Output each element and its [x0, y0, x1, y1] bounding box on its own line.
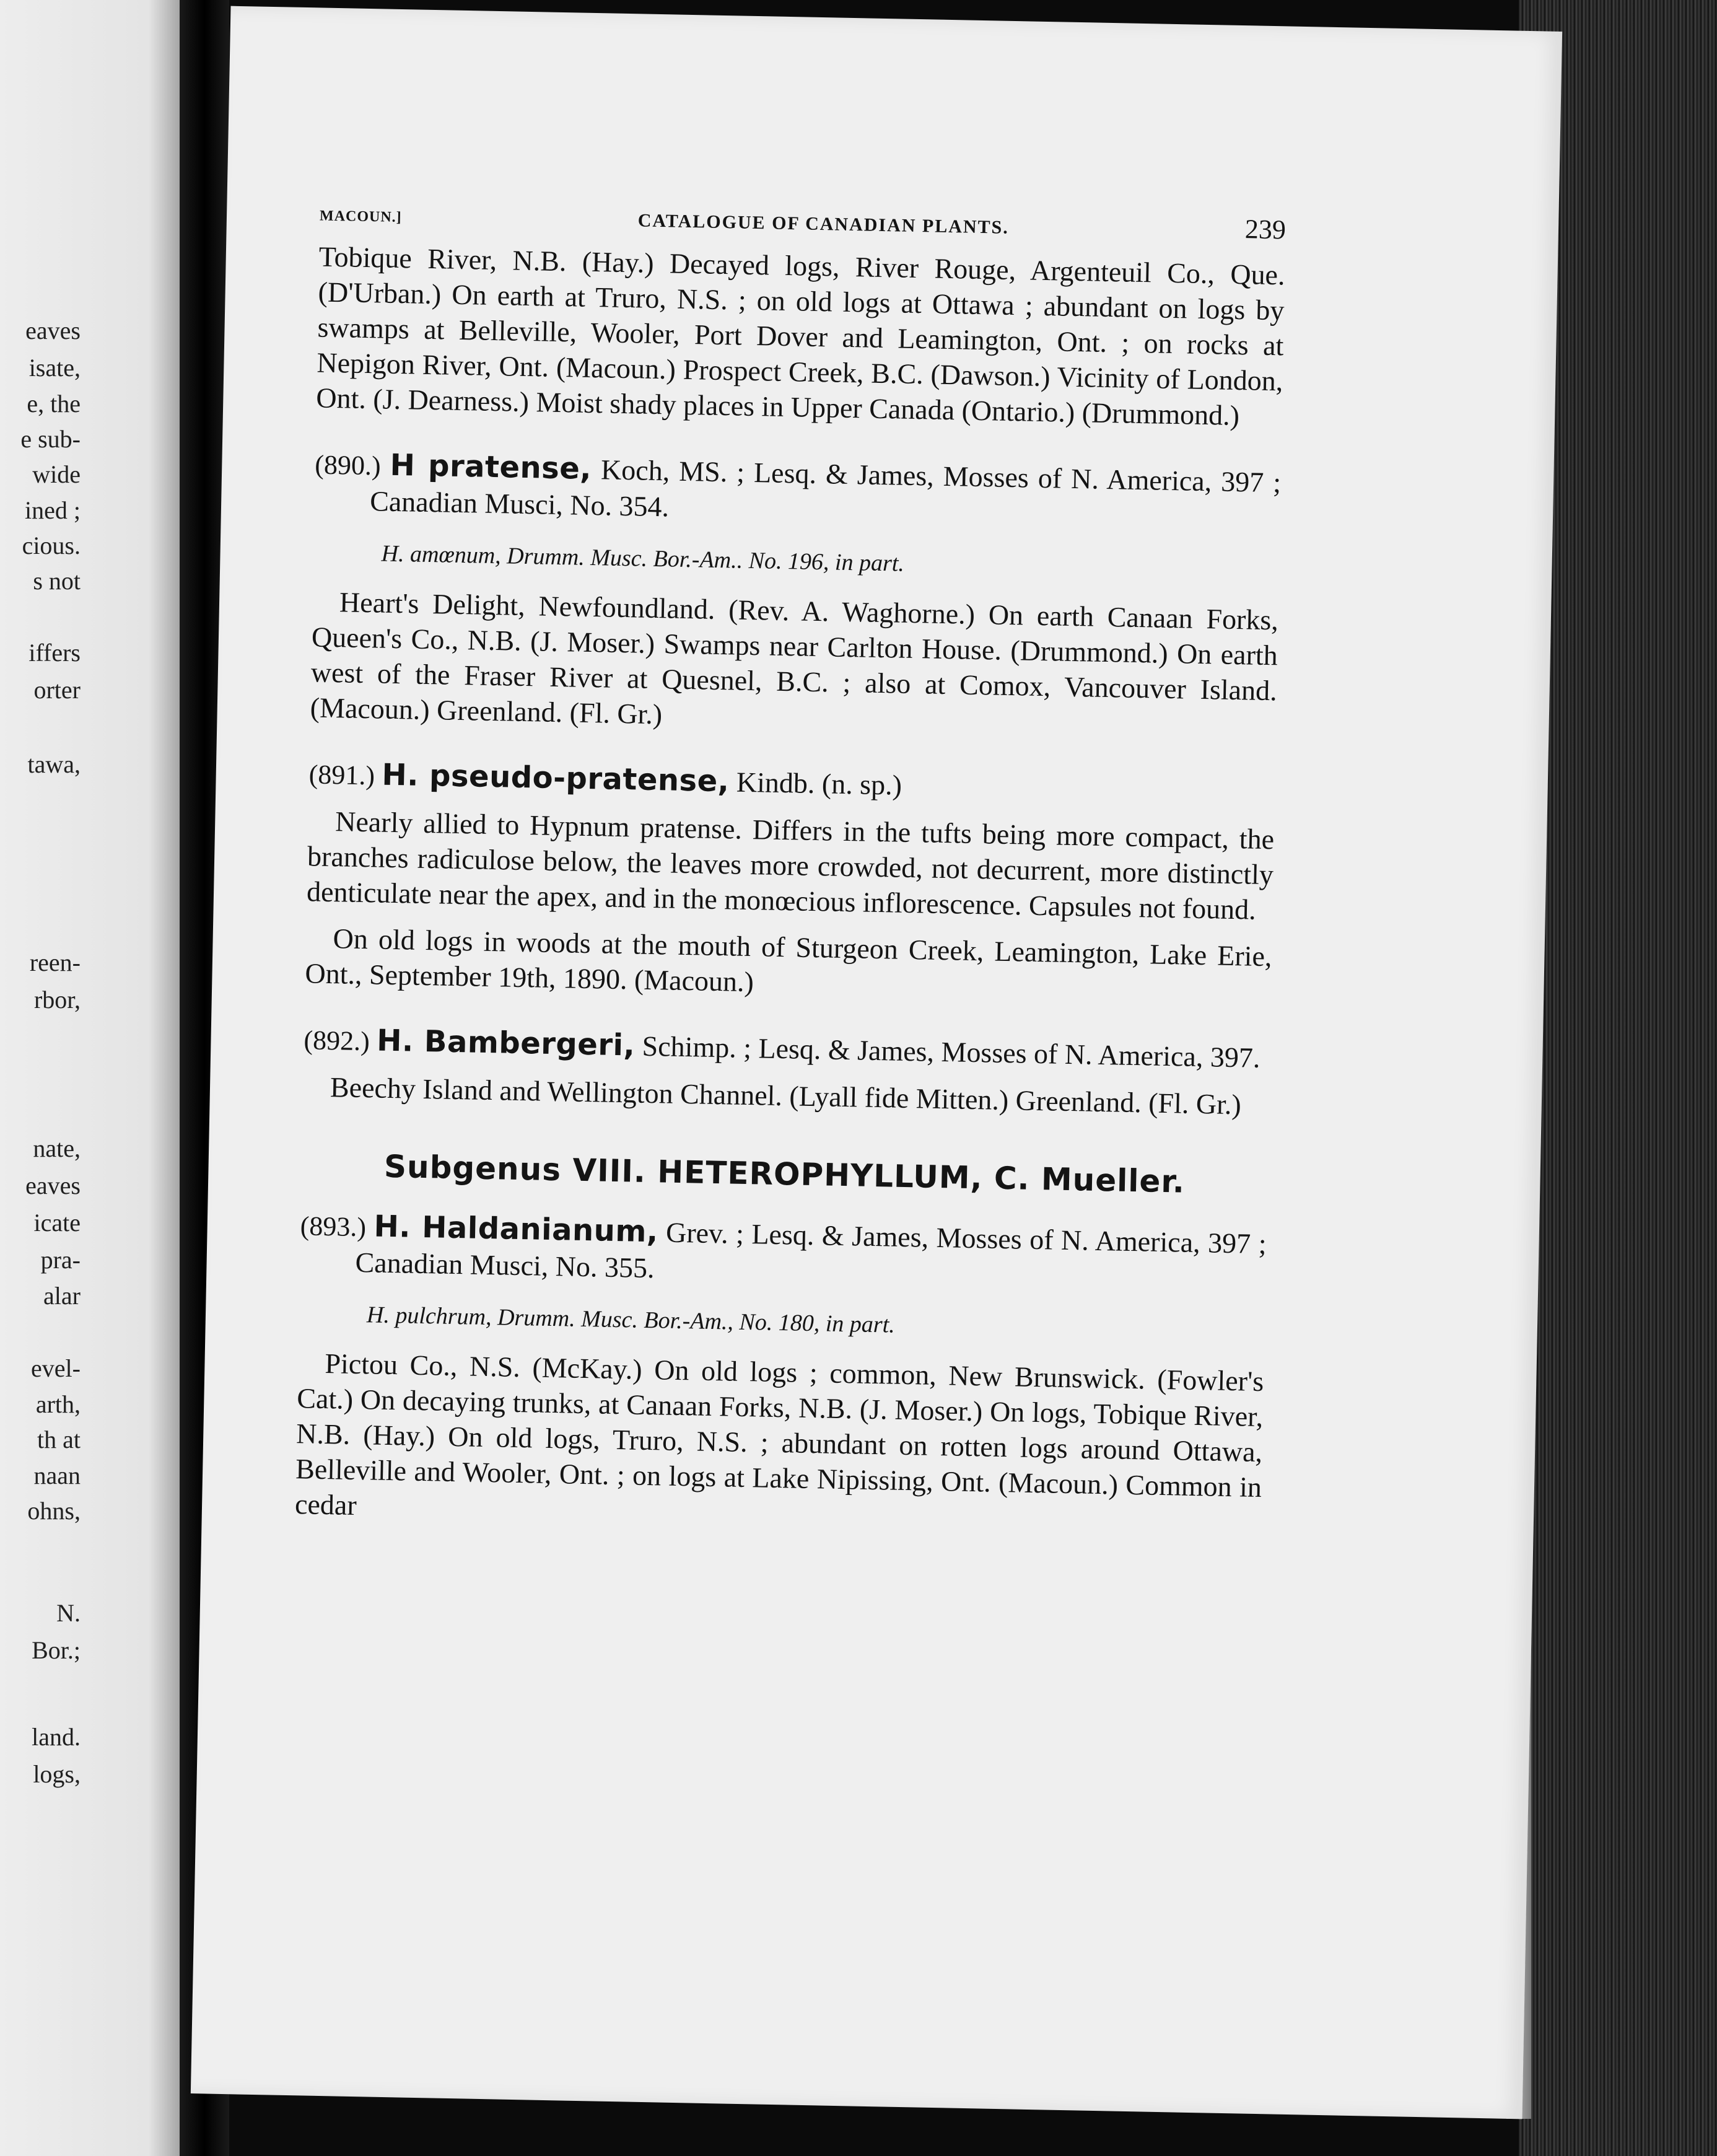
- running-head-author: MACOUN.]: [319, 208, 402, 226]
- entry-number: (891.): [308, 759, 375, 791]
- species-entry-893: [295, 1207, 1267, 1540]
- subgenus-heading: Subgenus VIII. HETEROPHYLLUM, C. Mueller.: [383, 1148, 1186, 1200]
- book-page: [191, 6, 1562, 2119]
- left-page-fragment: ohns,: [27, 1497, 81, 1525]
- left-page-fragment: tawa,: [27, 750, 81, 778]
- opening-paragraph: Tobique River, N.B. (Hay.) Decayed logs, River Rouge, Argenteuil Co., Que. (D'Urban.) On earth at Truro, N.S. ; on old logs at Ottawa ; abundant on logs by swamps at Belleville, Wooler, Port Dover and Leamington, Ont. ; on rocks at Nepigon River, Ont. (Macoun.) Prospect Creek, B.C. (Dawson.) Vicinity of London, Ont. (J. Dearness.) Moist shady places in Upper Canada (Ontario.) (Drummond.): [315, 240, 1286, 432]
- species-name: H. Haldanianum,: [374, 1209, 659, 1250]
- species-entry-892: [303, 1022, 1270, 1123]
- page-content: [295, 193, 1287, 1540]
- left-page-fragment: pra-: [40, 1246, 81, 1274]
- running-head-title: CATALOGUE OF CANADIAN PLANTS.: [637, 210, 1010, 238]
- synonym-line: [381, 537, 1280, 589]
- left-page-text-fragments: [0, 0, 88, 2156]
- left-page-fragment: cious.: [22, 532, 81, 559]
- left-page-fragment: e, the: [27, 390, 81, 418]
- left-page-fragment: icate: [33, 1209, 81, 1237]
- species-name: H. pseudo-pratense,: [382, 757, 730, 799]
- left-page-fragment: Bor.;: [32, 1636, 81, 1664]
- locality-paragraph: On old logs in woods at the mouth of Sturgeon Creek, Leamington, Lake Erie, Ont., September 19th, 1890. (Macoun.): [305, 922, 1272, 998]
- species-entry-891: [305, 756, 1275, 1009]
- description-paragraph: Nearly allied to Hypnum pratense. Differs in the tufts being more compact, the branches radiculose below, the leaves more crowded, not decurrent, more distinctly denticulate near the apex, and in the monœcious inflorescence. Capsules not found.: [306, 805, 1275, 926]
- left-page-fragment: rbor,: [33, 986, 81, 1014]
- left-page-fragment: arth,: [35, 1390, 81, 1418]
- left-page-fragment: logs,: [33, 1760, 81, 1788]
- left-page-fragment: N.: [56, 1599, 81, 1627]
- entry-number: (890.): [314, 449, 382, 481]
- left-page-fragment: orter: [33, 676, 81, 704]
- locality-paragraph: Heart's Delight, Newfoundland. (Rev. A. Waghorne.) On earth Canaan Forks, Queen's Co., N.B. (J. Moser.) Swamps near Carlton House. (Drummond.) On earth west of the Fraser River at Quesnel, B.C. ; also at Comox, Vancouver Island. (Macoun.) Greenland. (Fl. Gr.): [310, 586, 1279, 730]
- entry-citation: Kindb. (n. sp.): [736, 766, 902, 801]
- entry-heading: [308, 756, 1275, 810]
- entry-number: (892.): [304, 1025, 370, 1057]
- entry-heading: [304, 1022, 1270, 1076]
- species-name: H. Bambergeri,: [376, 1023, 636, 1063]
- left-page-fragment: th at: [37, 1426, 81, 1453]
- species-entry-890: [310, 446, 1281, 743]
- left-page-fragment: evel-: [31, 1354, 81, 1382]
- left-page-fragment: alar: [43, 1282, 81, 1310]
- left-page-fragment: naan: [33, 1461, 81, 1489]
- entry-heading: [299, 1207, 1267, 1297]
- left-page-fragment: eaves: [25, 317, 81, 344]
- left-page-fragment: isate,: [28, 354, 81, 382]
- locality-paragraph: Beechy Island and Wellington Channel. (Lyall fide Mitten.) Greenland. (Fl. Gr.): [330, 1071, 1242, 1121]
- left-page-fragment: eaves: [25, 1172, 81, 1199]
- left-page-fragment: e sub-: [20, 425, 81, 453]
- left-page-fragment: iffers: [28, 639, 81, 667]
- entry-citation: Grev. ; Lesq. & James, Mosses of N. America, 397 ; Canadian Musci, No. 355.: [355, 1216, 1267, 1284]
- left-page-fragment: ined ;: [25, 496, 81, 524]
- entry-number: (893.): [300, 1211, 367, 1243]
- left-page-fragment: wide: [32, 460, 81, 488]
- left-page-fragment: nate,: [33, 1134, 81, 1162]
- locality-paragraph: Pictou Co., N.S. (McKay.) On old logs ; common, New Brunswick. (Fowler's Cat.) On decaying trunks, at Canaan Forks, N.B. (J. Moser.) On logs, Tobique River, N.B. (Hay.) On old logs, Truro, N.S. ; abundant on rotten logs around Ottawa, Belleville and Wooler, Ont. ; on logs at Lake Nipissing, Ont. (Macoun.) Common in cedar: [294, 1347, 1264, 1522]
- left-page-fragment: land.: [32, 1723, 81, 1751]
- left-page-fragment: reen-: [29, 949, 81, 976]
- synonym-text: H. amœnum, Drumm. Musc. Bor.-Am.. No. 196, in part.: [381, 540, 905, 577]
- synonym-text: H. pulchrum, Drumm. Musc. Bor.-Am., No. 180, in part.: [366, 1302, 896, 1338]
- entry-citation: Schimp. ; Lesq. & James, Mosses of N. America, 397.: [642, 1030, 1260, 1074]
- left-page-fragment: s not: [33, 567, 81, 595]
- page-number: 239: [1244, 214, 1287, 245]
- species-name: H pratense,: [390, 447, 592, 486]
- entry-heading: [314, 446, 1282, 536]
- entry-citation: Koch, MS. ; Lesq. & James, Mosses of N. America, 397 ; Canadian Musci, No. 354.: [369, 454, 1282, 523]
- synonym-line: [366, 1297, 1265, 1350]
